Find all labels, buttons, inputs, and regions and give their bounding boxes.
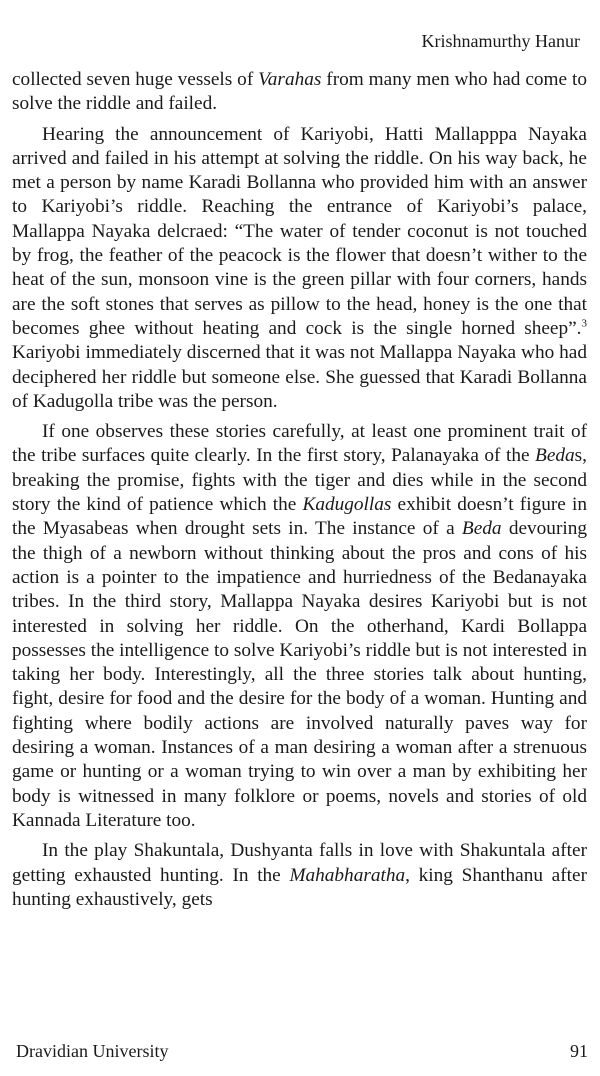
text-run: devouring the thigh of a newborn without thinking about the pros and cons of his action is a pointer to the impatience and hurriedness of the Bedanayaka tribes. In the third story, Mallappa Nayaka desires Kariyobi but is not interested in solving her riddle. On the otherhand, Kardi Bollappa possesses the intelligence to solve Kariyobi’s riddle but is not interested in taking her body. Interestingly, all the three stories talk about hunting, fight, desire for food and the desire for the body of a woman. Hunting and fighting where bodily actions are involved naturally paves way for desiring a woman. Instances of a man desiring a woman after a strenuous game or hunting or a woman trying to win over a man by exhibiting her body is witnessed in many folklore or poems, novels and stories of old Kannada Literature too.	[12, 518, 588, 831]
page-footer	[16, 1040, 588, 1062]
page-number: 91	[570, 1041, 588, 1061]
paragraph-2	[12, 123, 587, 415]
text-run: , king Shanthanu after hunting exhaustively, gets	[12, 864, 587, 910]
text-run: collected seven huge vessels of	[12, 69, 259, 90]
text-run: In the play Shakuntala, Dushyanta falls in love with Shakuntala after getting exhausted hunting. In the	[12, 840, 587, 886]
italic-term: Varahas	[258, 69, 322, 90]
text-run: If one observes these stories carefully, at least one prominent trait of the tribe surfaces quite clearly. In the first story, Palanayaka of the	[12, 421, 587, 467]
italic-term: Mahabharatha	[289, 864, 406, 886]
italic-term: Beda	[535, 445, 575, 467]
text-run: exhibit doesn’t figure in the Myasabeas when drought sets in. The instance of a	[12, 494, 587, 540]
footer-publisher: Dravidian University	[16, 1041, 169, 1061]
paragraph-4	[12, 839, 587, 912]
italic-term: Kadugollas	[302, 494, 392, 516]
body-text	[12, 68, 587, 918]
text-run: Kariyobi immediately discerned that it was not Mallappa Nayaka who had deciphered her riddle but someone else. She guessed that Karadi Bollanna of Kadugolla tribe was the person.	[12, 342, 587, 412]
text-run: s, breaking the promise, fights with the tiger and dies while in the second story the kind of patience which the	[12, 445, 587, 516]
italic-term: Beda	[461, 518, 502, 540]
paragraph-3	[12, 420, 587, 833]
paragraph-1	[12, 68, 587, 117]
footnote-ref: 3	[581, 317, 587, 330]
text-run: Hearing the announcement of Kariyobi, Hatti Mallapppa Nayaka arrived and failed in his attempt at solving the riddle. On his way back, he met a person by name Karadi Bollanna who provided him with an answer to Kariyobi’s riddle. Reaching the entrance of Kariyobi’s palace, Mallappa Nayaka delcraed: “The water of tender coconut is not touched by frog, the feather of the peacock is the flower that doesn’t wither to the heat of the sun, monsoon vine is the green pillar with four corners, hands are the soft stones that serves as pillow to the head, honey is the one that becomes ghee without heating and cock is the single horned sheep”.	[12, 123, 587, 339]
running-head-author: Krishnamurthy Hanur	[421, 31, 580, 51]
text-run: from many men who had come to solve the riddle and failed.	[12, 69, 587, 115]
